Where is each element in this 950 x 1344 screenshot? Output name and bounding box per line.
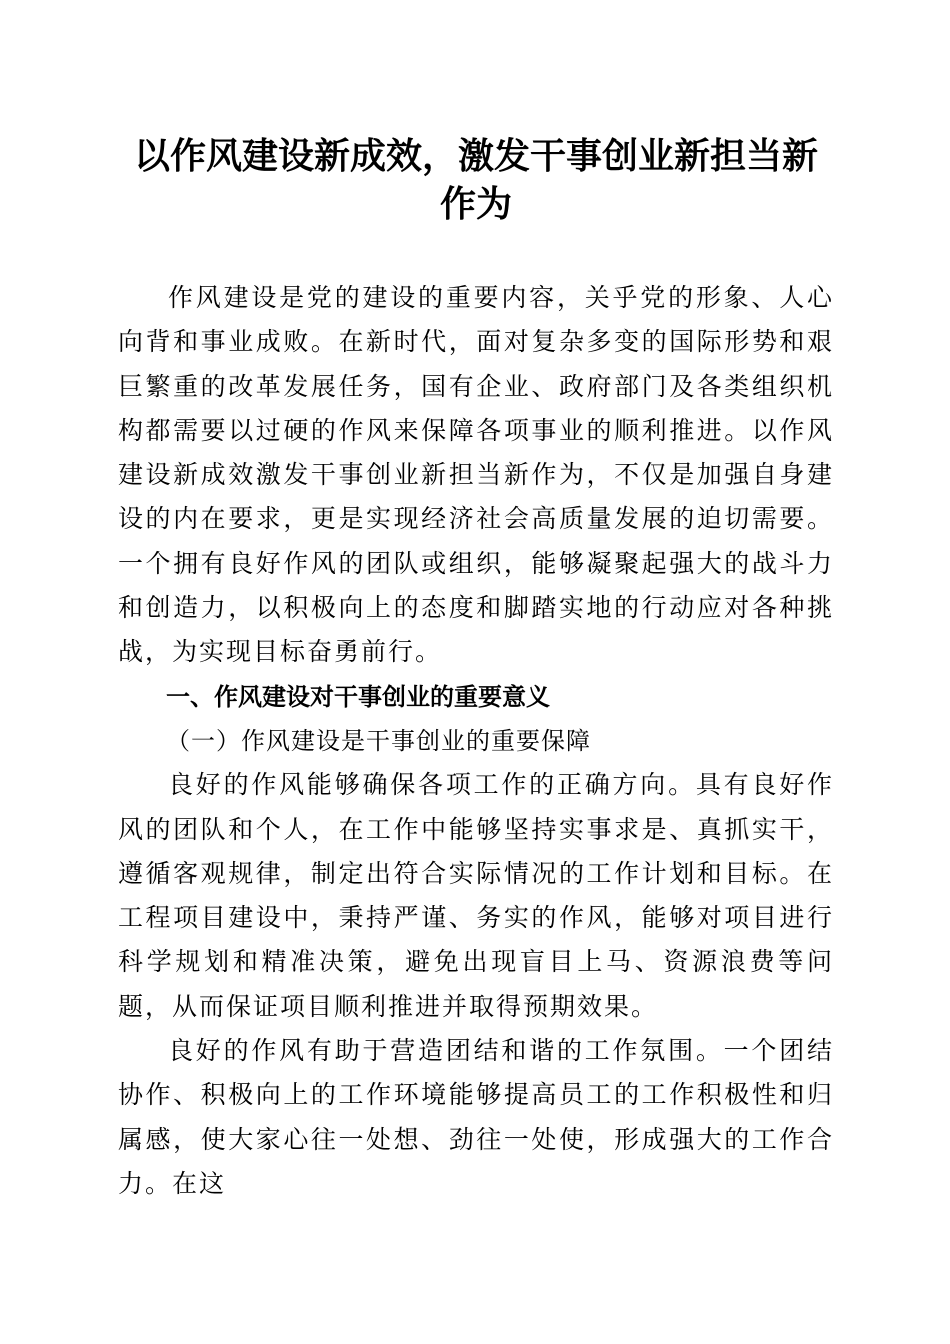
subsection-heading: （一）作风建设是干事创业的重要保障 xyxy=(166,726,591,755)
document-page xyxy=(118,132,834,1206)
body-paragraph: 良好的作风有助于营造团结和谐的工作氛围。一个团结协作、积极向上的工作环境能够提高员工的工作积极性和归属感，使大家心往一处想、劲往一处使，形成强大的工作合力。在这 xyxy=(118,1036,834,1198)
document-title: 以作风建设新成效，激发干事创业新担当新作为 xyxy=(133,135,818,225)
intro-paragraph: 作风建设是党的建设的重要内容，关乎党的形象、人心向背和事业成败。在新时代，面对复杂多变的国际形势和艰巨繁重的改革发展任务，国有企业、政府部门及各类组织机构都需要以过硬的作风来保障各项事业的顺利推进。以作风建设新成效激发干事创业新担当新作为，不仅是加强自身建设的内在要求，更是实现经济社会高质量发展的迫切需要。一个拥有良好作风的团队或组织，能够凝聚起强大的战斗力和创造力，以积极向上的态度和脚踏实地的行动应对各种挑战，为实现目标奋勇前行。 xyxy=(118,283,834,667)
section-heading: 一、作风建设对干事创业的重要意义 xyxy=(166,682,550,711)
body-paragraph: 良好的作风能够确保各项工作的正确方向。具有良好作风的团队和个人，在工作中能够坚持实事求是、真抓实干，遵循客观规律，制定出符合实际情况的工作计划和目标。在工程项目建设中，秉持严谨、务实的作风，能够对项目进行科学规划和精准决策，避免出现盲目上马、资源浪费等问题，从而保证项目顺利推进并取得预期效果。 xyxy=(118,770,834,1021)
